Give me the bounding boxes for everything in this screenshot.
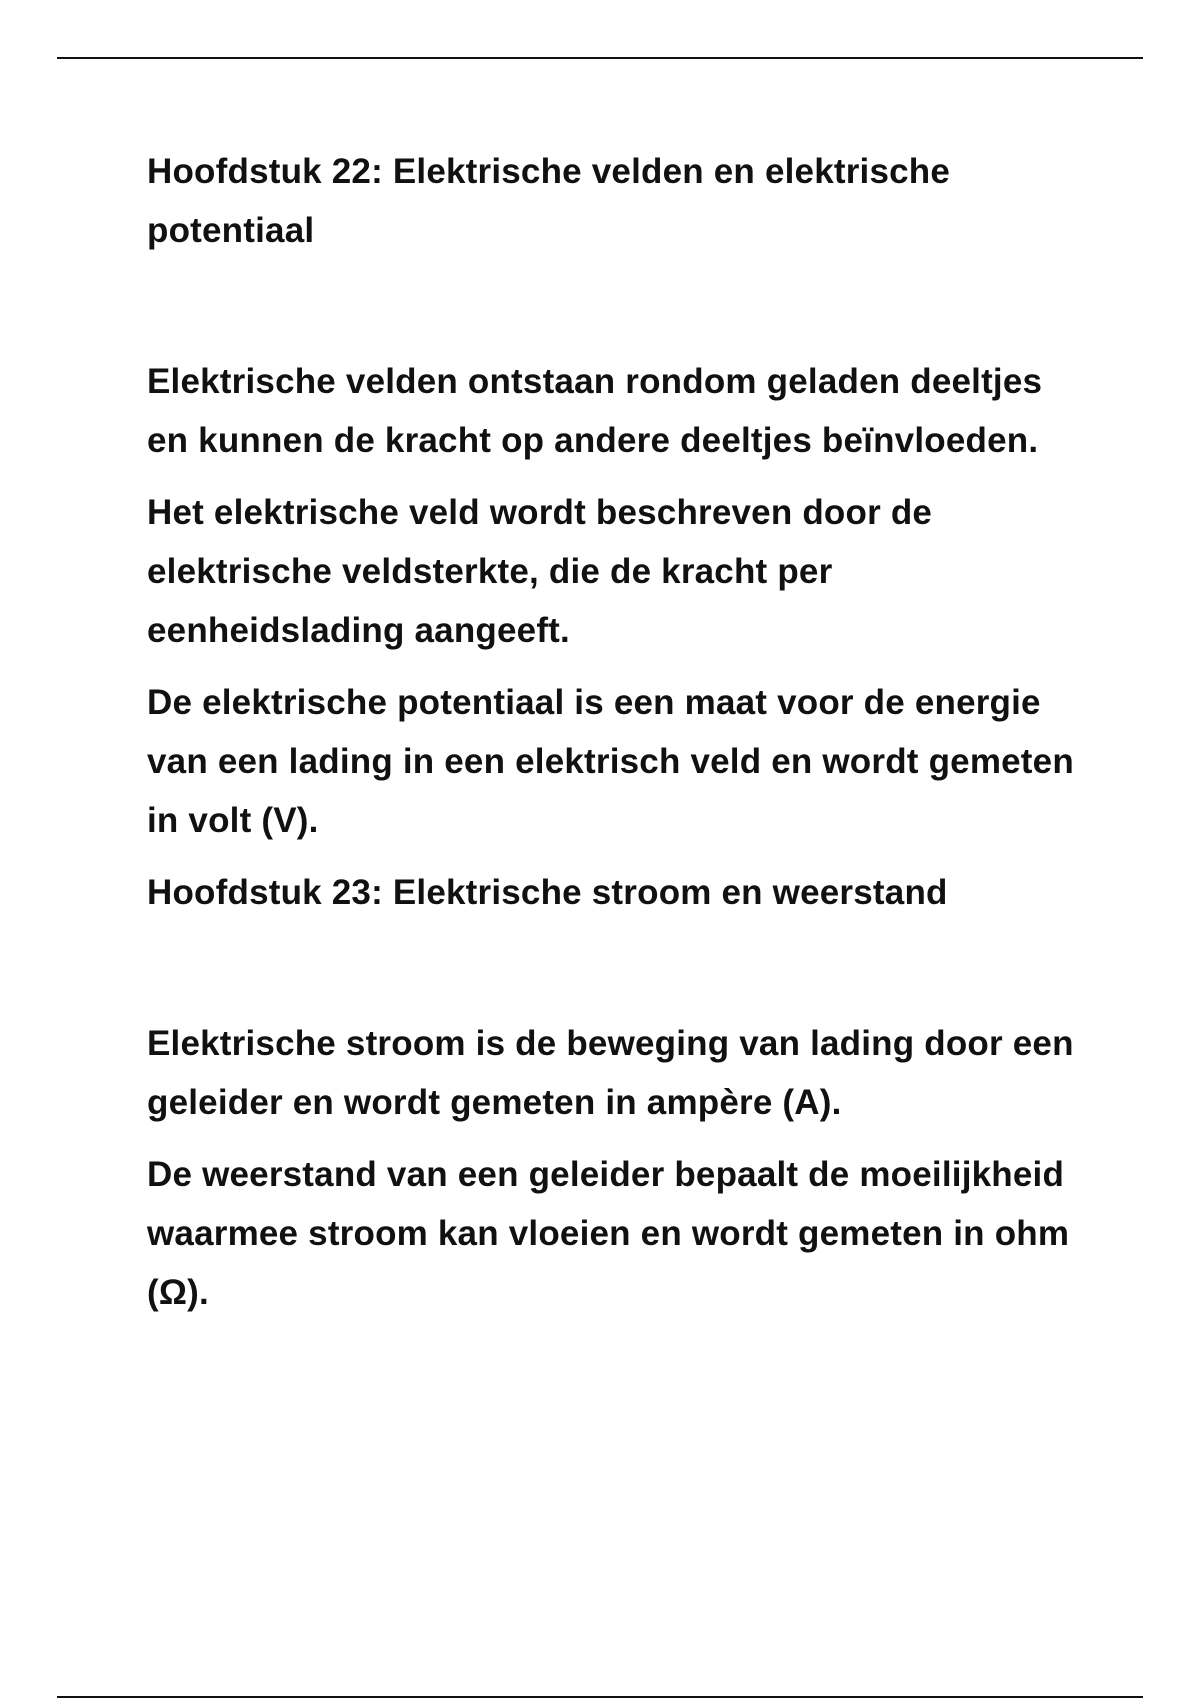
- chapter-22-paragraph-1: Elektrische velden ontstaan rondom geladen deeltjes en kunnen de kracht op andere deeltjes beïnvloeden.: [147, 362, 1043, 460]
- chapter-22-paragraph-2: Het elektrische veld wordt beschreven door de elektrische veldsterkte, die de kracht per eenheidslading aangeeft.: [147, 493, 933, 650]
- chapter-23-paragraph-2: De weerstand van een geleider bepaalt de moeilijkheid waarmee stroom kan vloeien en wordt gemeten in ohm (Ω).: [147, 1155, 1070, 1312]
- bottom-rule: [57, 1696, 1143, 1698]
- page-content: [147, 142, 1077, 1335]
- top-rule: [57, 57, 1143, 59]
- chapter-22-paragraph-3: De elektrische potentiaal is een maat voor de energie van een lading in een elektrisch veld en wordt gemeten in volt (V).: [147, 683, 1074, 840]
- chapter-23-paragraph-1: Elektrische stroom is de beweging van lading door een geleider en wordt gemeten in ampère (A).: [147, 1024, 1074, 1122]
- chapter-23-heading: Hoofdstuk 23: Elektrische stroom en weerstand: [147, 873, 948, 912]
- chapter-22-heading: Hoofdstuk 22: Elektrische velden en elektrische potentiaal: [147, 152, 951, 250]
